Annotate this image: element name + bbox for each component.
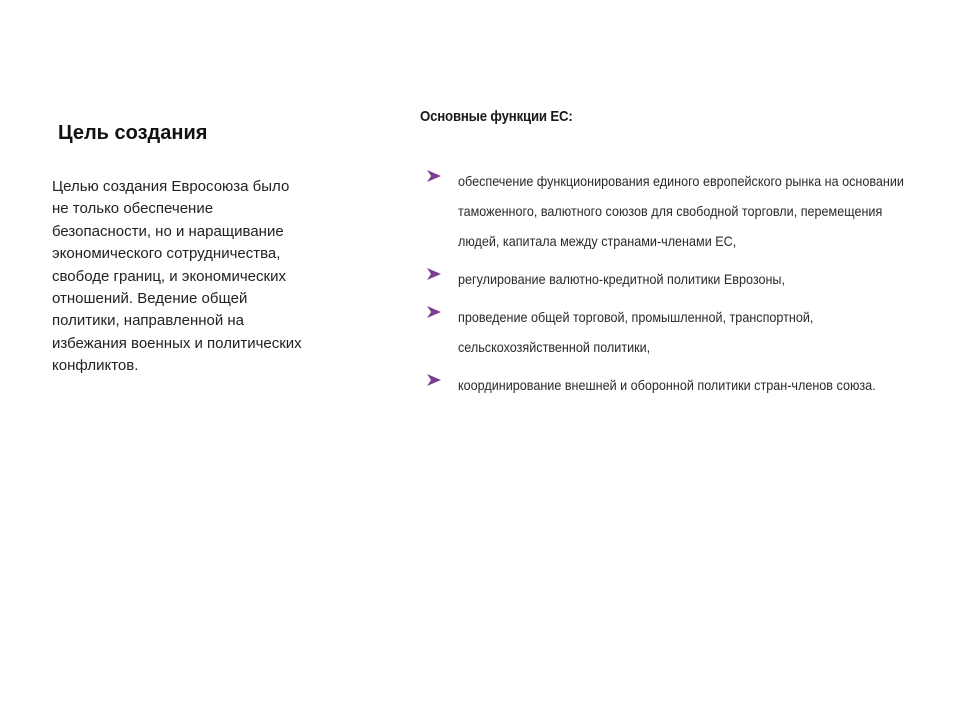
arrowhead-bullet-icon (426, 372, 442, 388)
functions-list (420, 172, 920, 414)
arrowhead-bullet-icon (426, 304, 442, 320)
function-item-text: обеспечение функционирования единого европейского рынка на основании таможенного, валютного союзов для свободной торговли, перемещения людей, капитала между странами-членами ЕС, (458, 173, 904, 249)
function-item-text: регулирование валютно-кредитной политики Еврозоны, (458, 271, 785, 287)
arrowhead-bullet-icon (426, 168, 442, 184)
list-item (420, 166, 920, 256)
functions-section (420, 106, 940, 393)
functions-title: Основные функции ЕС: (420, 108, 573, 125)
goal-body-text: Целью создания Евросоюза было не только обеспечение безопасности, но и наращивание экономического сотрудничества, свободе границ, и экономических отношений. Ведение общей политики, направленной на избежания военных и политических конфликтов. (52, 178, 302, 375)
list-item (420, 302, 920, 362)
function-item-text: координирование внешней и оборонной политики стран-членов союза. (458, 377, 876, 393)
arrowhead-bullet-icon (426, 266, 442, 282)
goal-title: Цель создания (58, 122, 208, 144)
list-item (420, 370, 920, 400)
goal-section (52, 118, 302, 378)
list-item (420, 264, 920, 294)
function-item-text: проведение общей торговой, промышленной, транспортной, сельскохозяйственной политики, (458, 309, 814, 355)
